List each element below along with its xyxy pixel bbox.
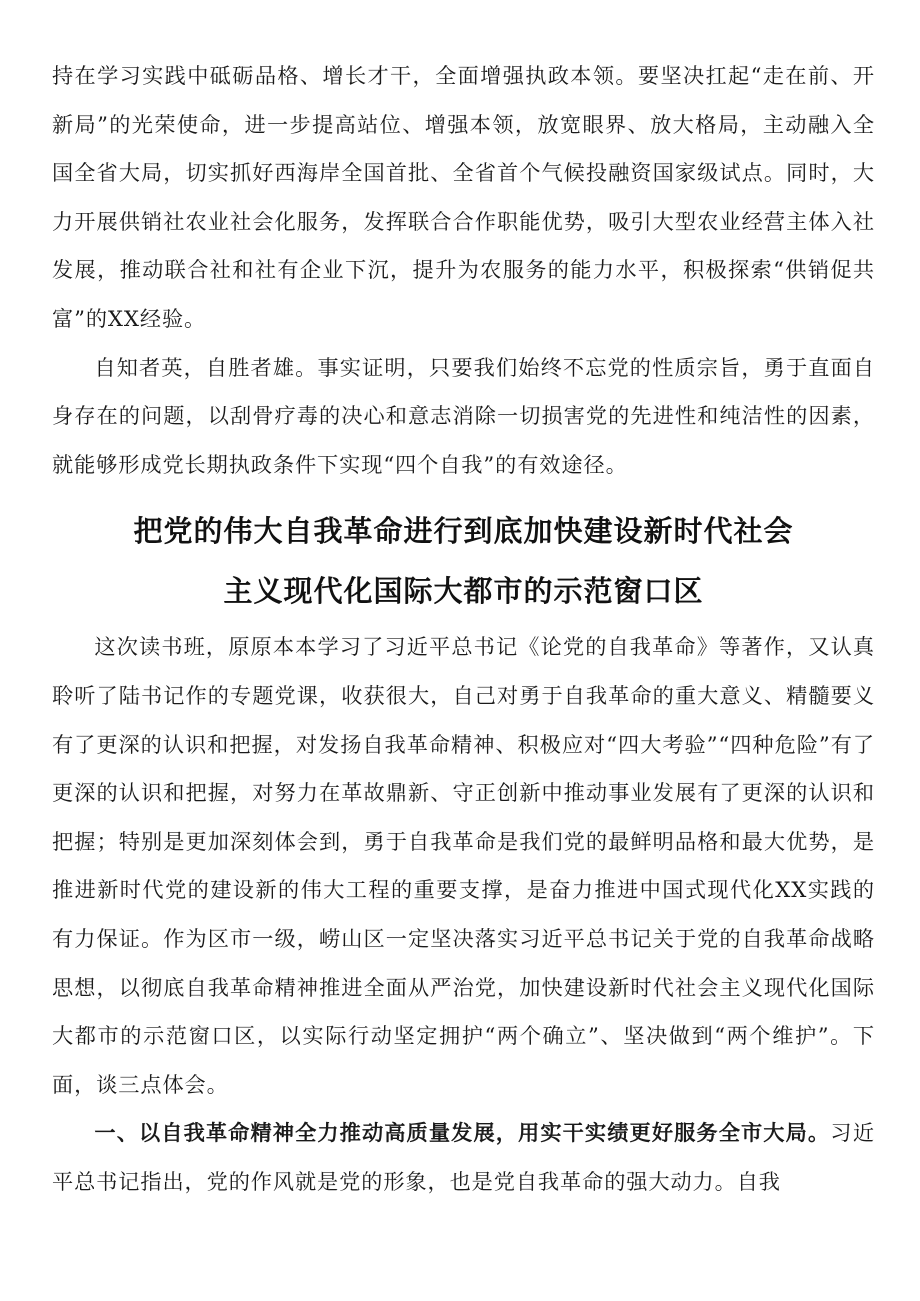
paragraph-point-one	[52, 1109, 875, 1206]
section-title-line-2: 主义现代化国际大都市的示范窗口区	[223, 574, 704, 609]
paragraph-conclusion: 自知者英，自胜者雄。事实证明，只要我们始终不忘党的性质宗旨，勇于直面自身存在的问题，以刮骨疗毒的决心和意志消除一切损害党的先进性和纯洁性的因素，就能够形成党长期执政条件下实现“四个自我”的有效途径。	[52, 354, 875, 477]
paragraph-introduction: 这次读书班，原原本本学习了习近平总书记《论党的自我革命》等著作，又认真聆听了陆书记作的专题党课，收获很大，自己对勇于自我革命的重大意义、精髓要义有了更深的认识和把握，对发扬自我革命精神、积极应对“四大考验”“四种危险”有了更深的认识和把握，对努力在革故鼎新、守正创新中推动事业发展有了更深的认识和把握；特别是更加深刻体会到，勇于自我革命是我们党的最鲜明品格和最大优势，是推进新时代党的建设新的伟大工程的重要支撑，是奋力推进中国式现代化XX实践的有力保证。作为区市一级，崂山区一定坚决落实习近平总书记关于党的自我革命战略思想，以彻底自我革命精神推进全面从严治党，加快建设新时代社会主义现代化国际大都市的示范窗口区，以实际行动坚定拥护“两个确立”、坚决做到“两个维护”。下面，谈三点体会。	[52, 634, 875, 1097]
point-one-body: 习近平总书记指出，党的作风就是党的形象，也是党自我革命的强大动力。自我	[52, 1120, 875, 1194]
paragraph-continuation: 持在学习实践中砥砺品格、增长才干，全面增强执政本领。要坚决扛起“走在前、开新局”的光荣使命，进一步提高站位、增强本领，放宽眼界、放大格局，主动融入全国全省大局，切实抓好西海岸全国首批、全省首个气候投融资国家级试点。同时，大力开展供销社农业社会化服务，发挥联合合作职能优势，吸引大型农业经营主体入社发展，推动联合社和社有企业下沉，提升为农服务的能力水平，积极探索“供销促共富”的XX经验。	[52, 63, 875, 331]
document-page	[52, 52, 875, 1206]
point-one-heading: 一、以自我革命精神全力推动高质量发展，用实干实绩更好服务全市大局。	[94, 1120, 831, 1146]
section-title-line-1: 把党的伟大自我革命进行到底加快建设新时代社会	[133, 514, 794, 549]
section-title	[52, 489, 875, 623]
